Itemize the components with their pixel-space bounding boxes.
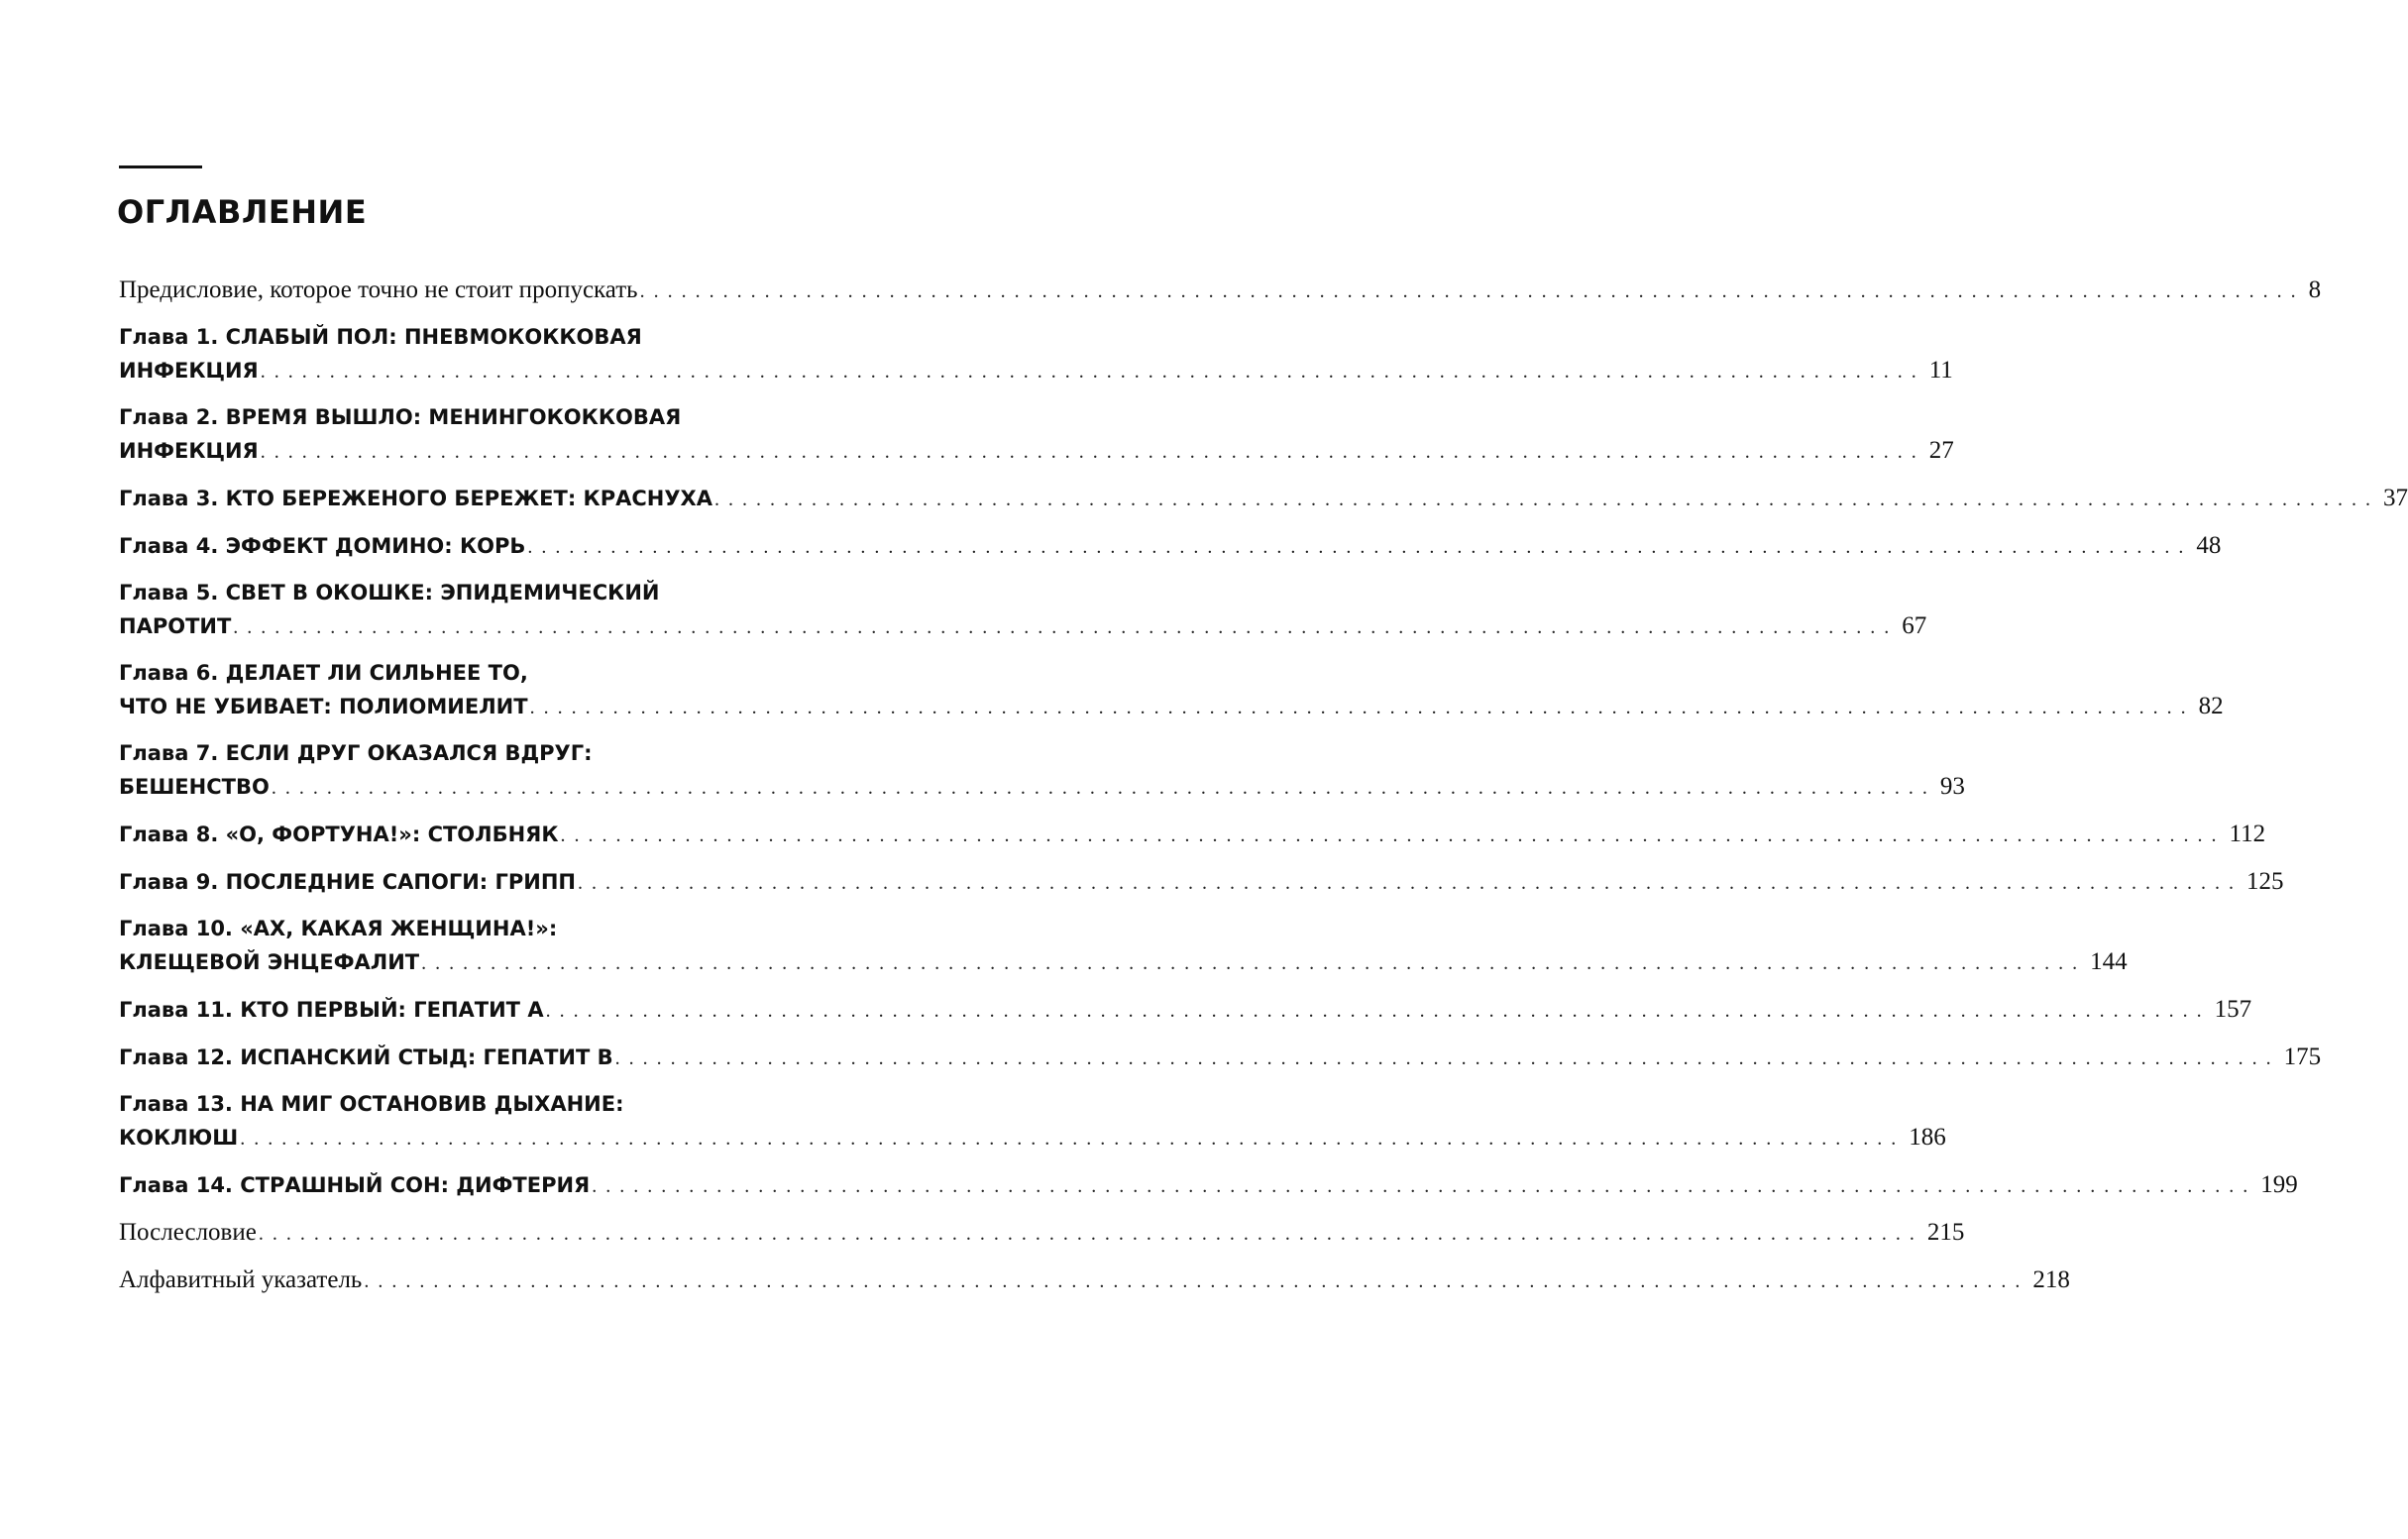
toc-page-number: 48 (2196, 532, 2222, 559)
toc-entry-row (119, 1121, 1946, 1154)
toc-entry-row (119, 274, 2322, 306)
dot-leader: ........................................................................................................................ (713, 489, 2379, 510)
toc-page-number: 93 (1939, 773, 1965, 800)
dot-leader: ........................................................................................................................ (639, 280, 2305, 302)
toc-page-number: 27 (1928, 437, 1954, 464)
page-title: ОГЛАВЛЕНИЕ (117, 193, 368, 231)
dot-leader: ........................................................................................................................ (614, 1047, 2280, 1069)
toc-entry-row (119, 865, 2284, 898)
toc-entry-title: Послесловие (119, 1219, 257, 1246)
toc-page-number: 37 (2382, 485, 2408, 511)
toc-entry-row (119, 818, 2266, 850)
toc-entry[interactable] (119, 401, 1954, 467)
toc-entry[interactable] (119, 321, 1953, 386)
toc-entry[interactable] (119, 737, 1965, 803)
toc-entry[interactable] (119, 818, 2266, 850)
toc-entry-title: ПАРОТИТ (119, 614, 232, 638)
toc-page-number: 157 (2214, 996, 2252, 1023)
toc-page-number: 112 (2229, 821, 2266, 847)
toc-entry-title: КОКЛЮШ (119, 1126, 239, 1150)
toc-page-number: 218 (2032, 1266, 2070, 1293)
toc-entry-title: КЛЕЩЕВОЙ ЭНЦЕФАЛИТ (119, 950, 420, 974)
toc-entry-title: Глава 12. ИСПАНСКИЙ СТЫД: ГЕПАТИТ В (119, 1045, 613, 1069)
toc-entry[interactable] (119, 993, 2252, 1026)
dot-leader: ........................................................................................................................ (260, 441, 1925, 463)
toc-entry-title: Глава 4. ЭФФЕКТ ДОМИНО: КОРЬ (119, 534, 526, 558)
dot-leader: ........................................................................................................................ (364, 1270, 2029, 1292)
toc-entry-row (119, 609, 1927, 642)
toc-entry-title: Глава 9. ПОСЛЕДНИЕ САПОГИ: ГРИПП (119, 870, 576, 894)
toc-entry-title-line: Глава 1. СЛАБЫЙ ПОЛ: ПНЕВМОКОККОВАЯ (119, 325, 642, 349)
toc-entry-row (119, 1168, 2298, 1201)
dot-leader: ........................................................................................................................ (271, 777, 1936, 799)
toc-entry-title-line: Глава 6. ДЕЛАЕТ ЛИ СИЛЬНЕЕ ТО, (119, 661, 528, 685)
toc-entry[interactable] (119, 865, 2284, 898)
toc-page-number: 67 (1902, 612, 1927, 639)
toc-entry-title-line: Глава 2. ВРЕМЯ ВЫШЛО: МЕНИНГОКОККОВАЯ (119, 405, 682, 429)
toc-entry-row (119, 1041, 2322, 1073)
toc-entry-title: Глава 11. КТО ПЕРВЫЙ: ГЕПАТИТ А (119, 998, 544, 1022)
toc-entry-title: ЧТО НЕ УБИВАЕТ: ПОЛИОМИЕЛИТ (119, 695, 528, 718)
toc-page-number: 11 (1928, 357, 1953, 384)
toc-entry-row (119, 482, 2408, 514)
toc-entry-title: Предисловие, которое точно не стоит пропускать (119, 276, 638, 303)
toc-entry-row (119, 945, 2128, 978)
toc-page-number: 175 (2283, 1044, 2322, 1070)
toc-page-number: 186 (1909, 1124, 1946, 1151)
toc-entry[interactable] (119, 657, 2224, 722)
dot-leader: ........................................................................................................................ (258, 1223, 1923, 1245)
dot-leader: ........................................................................................................................ (545, 1000, 2211, 1022)
title-rule (119, 165, 202, 168)
toc-page-number: 215 (1926, 1219, 1965, 1246)
toc-entry-row (119, 1216, 1965, 1249)
toc-entry[interactable] (119, 1264, 2070, 1296)
toc-entry-title-line: Глава 7. ЕСЛИ ДРУГ ОКАЗАЛСЯ ВДРУГ: (119, 741, 593, 765)
toc-entry-title: Глава 3. КТО БЕРЕЖЕНОГО БЕРЕЖЕТ: КРАСНУХА (119, 487, 712, 510)
dot-leader: ........................................................................................................................ (260, 361, 1925, 383)
toc-page-number: 199 (2260, 1171, 2298, 1198)
toc-page-number: 82 (2198, 693, 2224, 719)
toc-entry-title: БЕШЕНСТВО (119, 775, 270, 799)
dot-leader: ........................................................................................................................ (527, 536, 2193, 558)
toc-entry-row (119, 434, 1954, 467)
toc-entry[interactable] (119, 1168, 2298, 1201)
dot-leader: ........................................................................................................................ (233, 616, 1899, 638)
dot-leader: ........................................................................................................................ (529, 697, 2195, 718)
toc-page-number: 125 (2246, 868, 2284, 895)
toc-entry[interactable] (119, 482, 2408, 514)
toc-page-number: 8 (2308, 276, 2322, 303)
dot-leader: ........................................................................................................................ (578, 872, 2243, 894)
toc-page-number: 144 (2090, 948, 2128, 975)
toc-entry[interactable] (119, 1216, 1965, 1249)
toc-entry[interactable] (119, 1088, 1946, 1154)
toc-entry-row (119, 993, 2252, 1026)
toc-list (119, 274, 2408, 1311)
dot-leader: ........................................................................................................................ (592, 1175, 2257, 1197)
toc-entry-title: Глава 8. «О, ФОРТУНА!»: СТОЛБНЯК (119, 823, 559, 846)
toc-entry[interactable] (119, 577, 1927, 642)
dot-leader: ........................................................................................................................ (560, 824, 2226, 846)
toc-entry[interactable] (119, 274, 2322, 306)
toc-entry-title: Глава 14. СТРАШНЫЙ СОН: ДИФТЕРИЯ (119, 1173, 591, 1197)
toc-entry-row (119, 529, 2222, 562)
dot-leader: ........................................................................................................................ (240, 1128, 1906, 1150)
toc-entry-title-line: Глава 10. «АХ, КАКАЯ ЖЕНЩИНА!»: (119, 917, 558, 940)
toc-entry-row (119, 690, 2224, 722)
toc-entry-title: Алфавитный указатель (119, 1266, 363, 1293)
toc-entry-row (119, 1264, 2070, 1296)
toc-entry-title-line: Глава 13. НА МИГ ОСТАНОВИВ ДЫХАНИЕ: (119, 1092, 624, 1116)
toc-entry-title: ИНФЕКЦИЯ (119, 359, 259, 383)
dot-leader: ........................................................................................................................ (421, 952, 2087, 974)
toc-entry[interactable] (119, 1041, 2322, 1073)
toc-entry-row (119, 354, 1953, 386)
toc-entry-title-line: Глава 5. СВЕТ В ОКОШКЕ: ЭПИДЕМИЧЕСКИЙ (119, 581, 660, 605)
toc-entry[interactable] (119, 913, 2128, 978)
toc-entry-title: ИНФЕКЦИЯ (119, 439, 259, 463)
toc-entry-row (119, 770, 1965, 803)
toc-entry[interactable] (119, 529, 2222, 562)
